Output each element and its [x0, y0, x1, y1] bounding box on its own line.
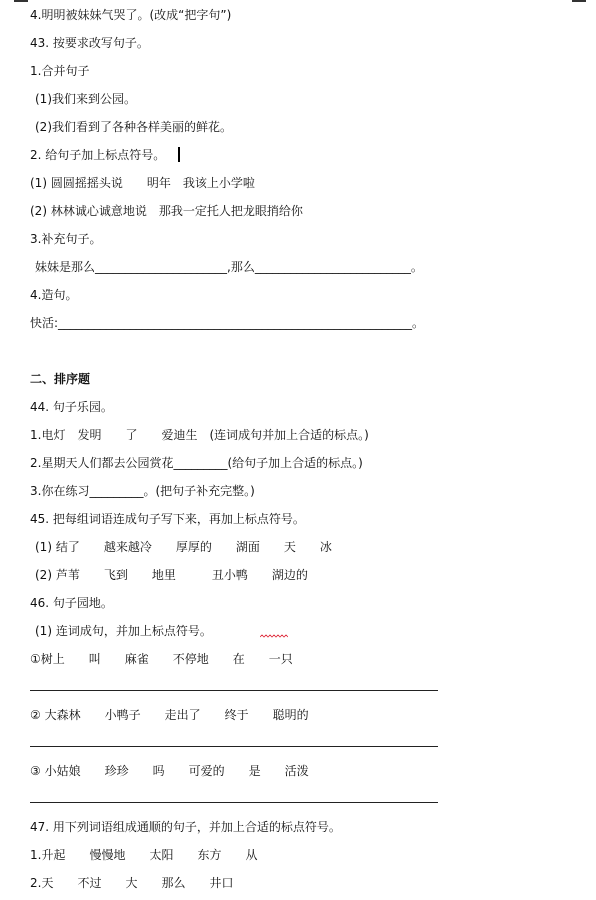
document-line: 46. 句子园地。 — [30, 596, 113, 610]
document-line: (1) 结了 越来越冷 厚厚的 湖面 天 冰 — [35, 540, 332, 554]
document-line: 4.明明被妹妹气哭了。(改成“把字句”) — [30, 8, 232, 22]
document-line: (2)我们看到了各种各样美丽的鲜花。 — [35, 120, 232, 134]
document-line: 1.合并句子 — [30, 64, 90, 78]
document-line: 3.你在练习_________。(把句子补充完整。) — [30, 484, 255, 498]
answer-line — [30, 690, 438, 691]
document-line: (1)我们来到公园。 — [35, 92, 136, 106]
document-line: 2. 给句子加上标点符号。 — [30, 148, 166, 162]
document-line: (2) 林林诚心诚意地说 那我一定托人把龙眼捎给你 — [30, 204, 303, 218]
document-line: 1.电灯 发明 了 爱迪生 (连词成句并加上合适的标点。) — [30, 428, 369, 442]
answer-line — [30, 746, 438, 747]
document-line: 3.补充句子。 — [30, 232, 102, 246]
document-line: 2.星期天人们都去公园赏花_________(给句子加上合适的标点。) — [30, 456, 363, 470]
document-line: ③ 小姑娘 珍珍 吗 可爱的 是 活泼 — [30, 764, 309, 778]
document-line: 4.造句。 — [30, 288, 78, 302]
spellcheck-squiggle — [260, 634, 288, 638]
document-line: 快活:___________________________________________________________。 — [30, 316, 425, 330]
document-line: 47. 用下列词语组成通顺的句子，并加上合适的标点符号。 — [30, 820, 341, 834]
document-line: 43. 按要求改写句子。 — [30, 36, 149, 50]
document-line: (1) 圆圆摇摇头说 明年 我该上小学啦 — [30, 176, 255, 190]
document-line: 44. 句子乐园。 — [30, 400, 113, 414]
page-corner-mark-left — [14, 0, 28, 2]
document-line: ② 大森林 小鸭子 走出了 终于 聪明的 — [30, 708, 309, 722]
document-line: (2) 芦苇 飞到 地里 丑小鸭 湖边的 — [35, 568, 308, 582]
document-line: 二、排序题 — [30, 372, 91, 386]
document-line: 妹妹是那么______________________,那么__________________________。 — [35, 260, 423, 274]
document-line: 2.天 不过 大 那么 井口 — [30, 876, 234, 890]
document-line: ①树上 叫 麻雀 不停地 在 一只 — [30, 652, 293, 666]
document-line: (1) 连词成句，并加上标点符号。 — [35, 624, 212, 638]
text-cursor — [178, 147, 180, 162]
document-line: 45. 把每组词语连成句子写下来，再加上标点符号。 — [30, 512, 305, 526]
document-line: 1.升起 慢慢地 太阳 东方 从 — [30, 848, 258, 862]
page-corner-mark-right — [572, 0, 586, 2]
answer-line — [30, 802, 438, 803]
